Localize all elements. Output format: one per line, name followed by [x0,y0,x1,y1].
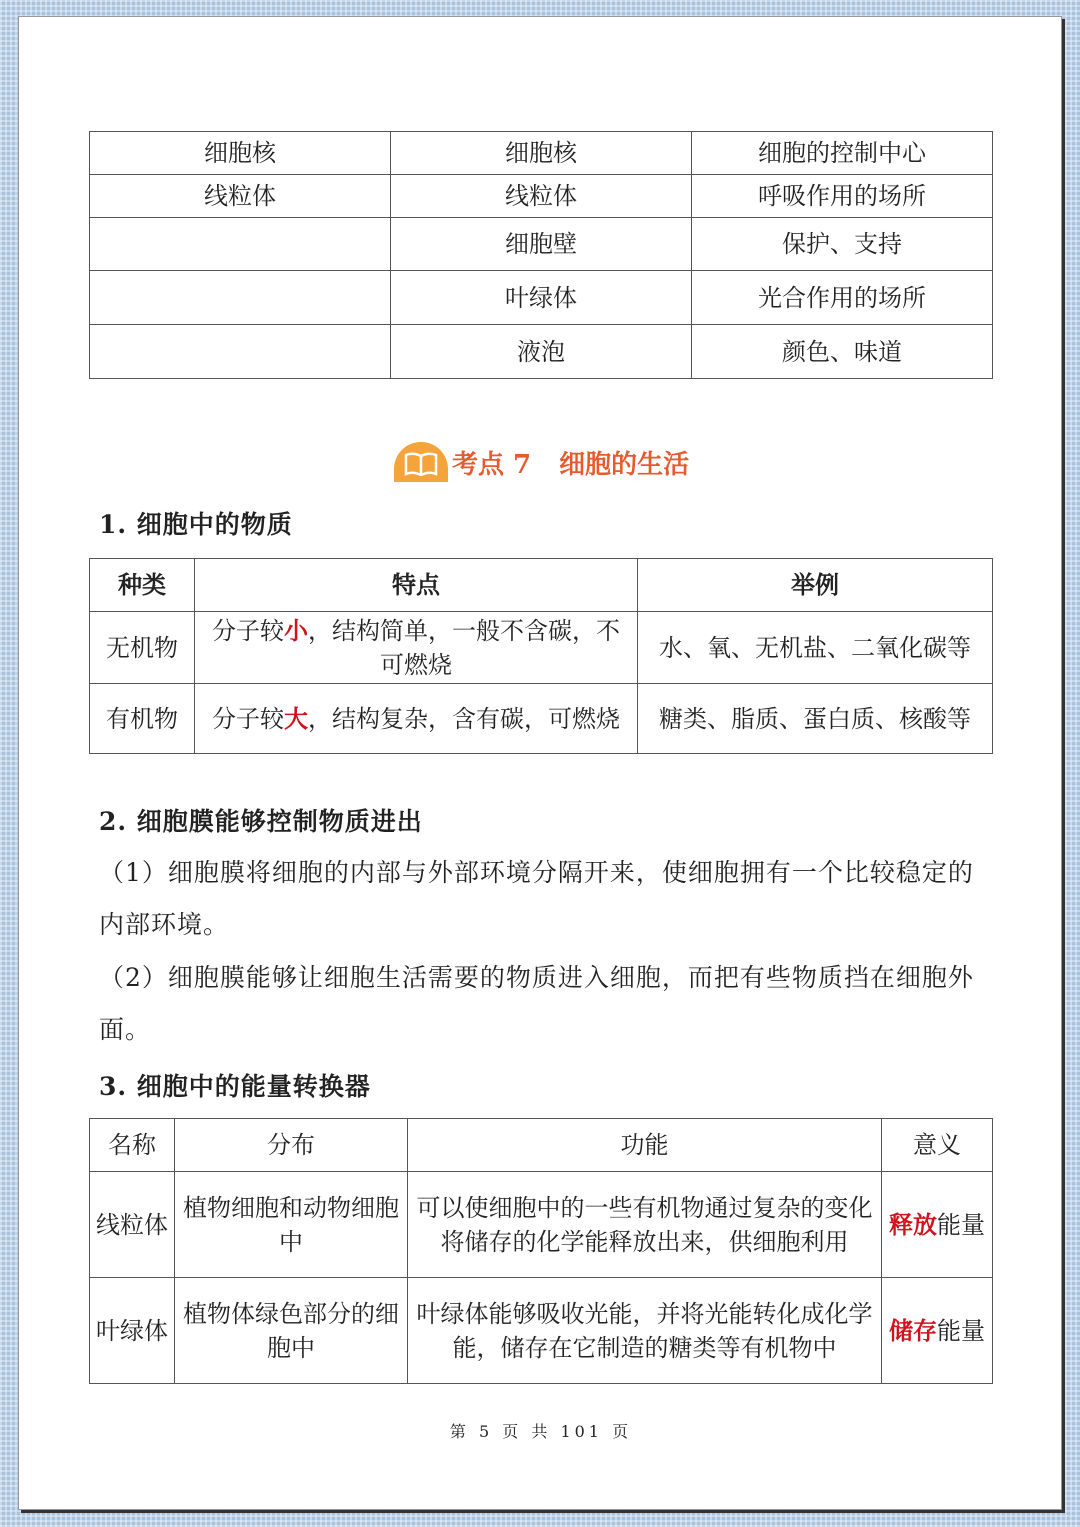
table-row [90,612,993,684]
heading-substances: 1. 细胞中的物质 [99,510,293,539]
highlight-text: 大 [284,703,308,733]
substance-table [89,558,993,754]
table-cell: 颜色、味道 [692,325,993,379]
table-cell [195,612,638,684]
table-cell [90,218,391,271]
table-cell: 线粒体 [90,1172,175,1278]
table-cell: 光合作用的场所 [692,271,993,325]
table-row [90,325,993,379]
table-cell: 叶绿体 [90,1278,175,1384]
document-page [18,16,1062,1510]
header-cell: 意义 [882,1119,993,1172]
header-cell: 功能 [408,1119,882,1172]
table-cell: 线粒体 [90,175,391,218]
table-cell: 植物体绿色部分的细胞中 [175,1278,408,1384]
table-cell: 水、氧、无机盐、二氧化碳等 [638,612,993,684]
table-cell [90,271,391,325]
heading-energy: 3. 细胞中的能量转换器 [99,1072,371,1101]
header-cell: 特点 [195,559,638,612]
cell-text: 分子较 [212,704,284,733]
header-cell: 举例 [638,559,993,612]
cell-structure-table [89,131,993,379]
highlight-text: 小 [284,615,308,645]
table-row [90,218,993,271]
table-cell [882,1172,993,1278]
table-cell: 叶绿体 [391,271,692,325]
paragraph-2: （2）细胞膜能够让细胞生活需要的物质进入细胞，而把有些物质挡在细胞外面。 [99,963,974,1044]
header-cell: 分布 [175,1119,408,1172]
table-cell: 保护、支持 [692,218,993,271]
header-cell: 名称 [90,1119,175,1172]
table-cell: 有机物 [90,684,195,754]
table-cell: 植物细胞和动物细胞中 [175,1172,408,1278]
book-icon [394,442,448,482]
cell-text: ，结构复杂，含有碳，可燃烧 [308,704,620,733]
table-row [90,132,993,175]
table-row [90,271,993,325]
table-cell: 细胞壁 [391,218,692,271]
table-row [90,1172,993,1278]
table-cell: 细胞核 [391,132,692,175]
header-cell: 种类 [90,559,195,612]
cell-text: 能量 [937,1316,985,1345]
table-row [90,1278,993,1384]
highlight-text: 储存 [889,1315,937,1345]
energy-converter-table [89,1118,993,1384]
section-label: 考点 7 [452,449,532,480]
table-cell: 细胞的控制中心 [692,132,993,175]
table-header-row [90,559,993,612]
table-cell: 可以使细胞中的一些有机物通过复杂的变化将储存的化学能释放出来，供细胞利用 [408,1172,882,1278]
section-heading: 细胞的生活 [559,449,690,480]
section-title [394,439,689,485]
paragraph-1: （1）细胞膜将细胞的内部与外部环境分隔开来，使细胞拥有一个比较稳定的内部环境。 [99,858,974,939]
table-cell [90,325,391,379]
cell-text: 能量 [937,1210,985,1239]
cell-text: 分子较 [212,616,284,645]
table-cell [195,684,638,754]
page-footer: 第 5 页 共 101 页 [449,1422,633,1441]
table-header-row [90,1119,993,1172]
table-cell: 叶绿体能够吸收光能，并将光能转化成化学能，储存在它制造的糖类等有机物中 [408,1278,882,1384]
table-cell: 液泡 [391,325,692,379]
table-cell: 细胞核 [90,132,391,175]
table-row [90,175,993,218]
highlight-text: 释放 [889,1209,937,1239]
cell-text: ，结构简单，一般不含碳，不可燃烧 [308,616,620,679]
table-cell: 呼吸作用的场所 [692,175,993,218]
heading-membrane: 2. 细胞膜能够控制物质进出 [99,807,423,836]
table-cell: 无机物 [90,612,195,684]
table-cell: 线粒体 [391,175,692,218]
table-cell [882,1278,993,1384]
table-row [90,684,993,754]
table-cell: 糖类、脂质、蛋白质、核酸等 [638,684,993,754]
